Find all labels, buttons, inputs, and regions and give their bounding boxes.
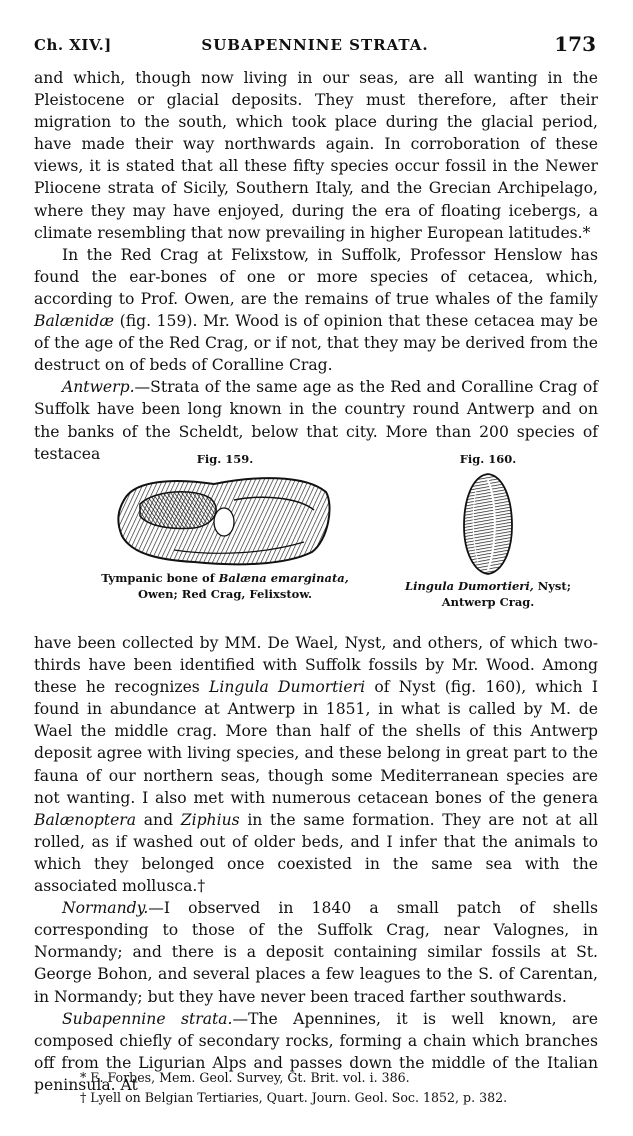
running-header bbox=[34, 32, 596, 56]
figure-label: Fig. 159. bbox=[196, 452, 254, 466]
tympanic-bone-illustration bbox=[114, 470, 336, 570]
bottom-text bbox=[34, 632, 598, 1096]
footnote-1: * E. Forbes, Mem. Geol. Survey, Gt. Brit. vol. i. 386. bbox=[80, 1070, 410, 1085]
section-heading-normandy: Normandy. bbox=[62, 899, 149, 918]
footnote-2: † Lyell on Belgian Tertiaries, Quart. Journ. Geol. Soc. 1852, p. 382. bbox=[80, 1090, 508, 1105]
chapter-label: Ch. XIV.] bbox=[34, 36, 112, 54]
paragraph-normandy: Normandy.—I observed in 1840 a small patch of shells corresponding to those of the Suffolk Crag, near Valognes, in Normandy; and there is a deposit containing similar fossils at St. George Bohon, and several places a few leagues to the S. of Carentan, in Normandy; but they have never been traced farther southwards. bbox=[34, 899, 598, 1006]
paragraph-subapennine: Subapennine strata.—The Apennines, it is well known, are composed chiefly of secondary rocks, forming a chain which branches off from the Ligurian Alps and passes down the middle of the Italian peninsula. At bbox=[34, 1009, 598, 1094]
section-heading-subapennine: Subapennine strata. bbox=[62, 1009, 233, 1028]
top-text bbox=[34, 67, 598, 465]
taxon-name: Ziphius bbox=[180, 810, 240, 829]
paragraph-antwerp-continued: have been collected by MM. De Wael, Nyst, and others, of which two-thirds have been identified with Suffolk fossils by Mr. Wood. Among these he recognizes Lingula Dumortieri of Nyst (fig. 160), which I found in abundance at Antwerp in 1851, in what is called by M. de Wael the middle crag. More than half of the shells of this Antwerp deposit agree with living species, and these belong in great part to the fauna of our northern seas, though some Mediterranean species are not wanting. I also met with numerous cetacean bones of the genera Balænoptera and Ziphius in the same formation. They are not at all rolled, as if washed out of older beds, and I infer that the animals to which they belonged once coexisted in the same sea with the associated mollusca.† bbox=[34, 634, 598, 896]
taxon-name: Balænoptera bbox=[34, 810, 137, 829]
figure-160 bbox=[398, 452, 578, 610]
running-title: SUBAPENNINE STRATA. bbox=[201, 36, 429, 54]
figure-caption: Tympanic bone of Balæna emarginata, Owen; Red Crag, Felixstow. bbox=[101, 571, 349, 601]
figure-caption: Lingula Dumortieri, Nyst; Antwerp Crag. bbox=[405, 579, 571, 609]
taxon-name: Lingula Dumortieri bbox=[209, 678, 366, 697]
taxon-name: Balænidæ bbox=[34, 312, 115, 331]
paragraph-red-crag: In the Red Crag at Felixstow, in Suffolk, Professor Henslow has found the ear-bones of one or more species of cetacea, which, according to Prof. Owen, are the remains of true whales of the family Balænidæ (fig. 159). Mr. Wood is of opinion that these cetacea may be of the age of the Red Crag, or if not, that they may be derived from the destruct on of beds of Coralline Crag. bbox=[34, 245, 598, 375]
figure-159 bbox=[94, 452, 356, 602]
paragraph-continuation: and which, though now living in our seas, are all wanting in the Pleistocene or glacial deposits. They must therefore, after their migration to the south, which took place during the glacial period, have made their way northwards again. In corroboration of these views, it is stated that all these fifty species occur fossil in the Newer Pliocene strata of Sicily, Southern Italy, and the Grecian Archipelago, where they may have enjoyed, during the era of floating icebergs, a climate resembling that now prevailing in higher European latitudes.* bbox=[34, 69, 598, 242]
footnotes bbox=[80, 1068, 600, 1108]
lingula-shell-illustration bbox=[460, 470, 516, 578]
figure-label: Fig. 160. bbox=[459, 452, 517, 466]
page-number: 173 bbox=[554, 32, 596, 56]
paragraph-antwerp: Antwerp.—Strata of the same age as the Red and Coralline Crag of Suffolk have been long known in the country round Antwerp and on the banks of the Scheldt, below that city. More than 200 species of testacea bbox=[34, 378, 598, 463]
figure-row bbox=[34, 452, 598, 624]
section-heading-antwerp: Antwerp. bbox=[62, 378, 135, 397]
